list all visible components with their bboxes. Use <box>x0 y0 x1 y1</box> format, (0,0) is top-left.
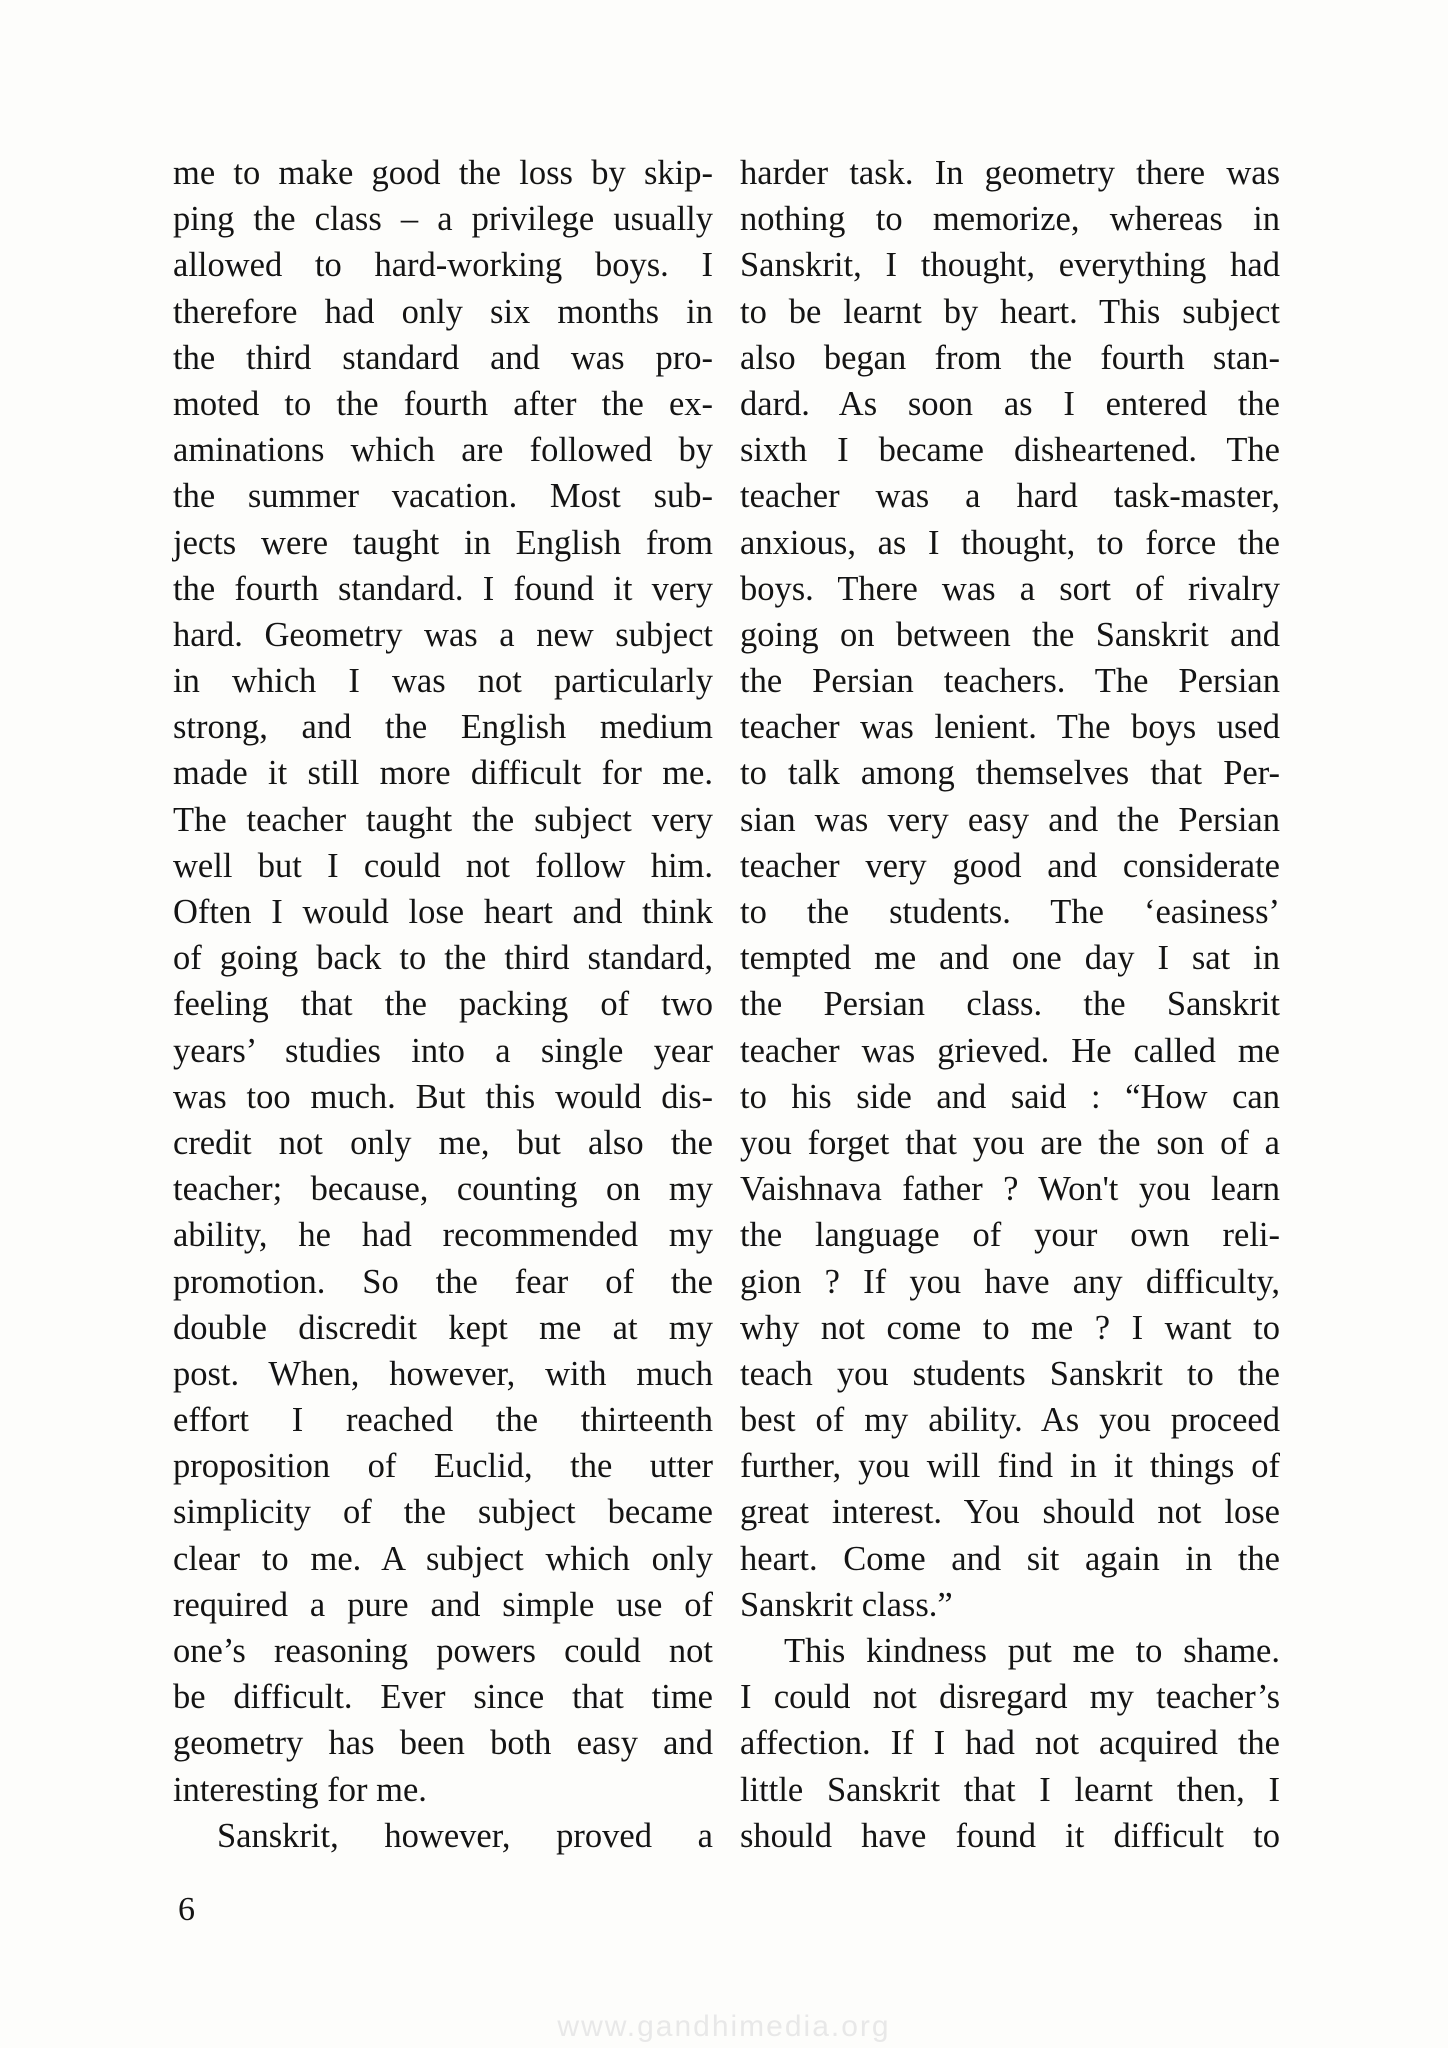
left-text-line: the fourth standard. I found it very <box>173 569 713 608</box>
right-text-line: going on between the Sanskrit and <box>740 615 1280 654</box>
right-text-line: teacher was grieved. He called me <box>740 1031 1280 1070</box>
right-text-line: why not come to me ? I want to <box>740 1308 1280 1347</box>
right-text-line: should have found it difficult to <box>740 1816 1280 1855</box>
right-text-line: heart. Come and sit again in the <box>740 1539 1280 1578</box>
left-text-line: ability, he had recommended my <box>173 1216 713 1255</box>
right-text-line: teacher was a hard task-master, <box>740 477 1280 516</box>
right-text-line: boys. There was a sort of rivalry <box>740 569 1280 608</box>
left-text-line: jects were taught in English from <box>173 523 713 562</box>
right-text-line: further, you will find in it things of <box>740 1447 1280 1486</box>
right-text-line: great interest. You should not lose <box>740 1493 1280 1532</box>
left-text-line: me to make good the loss by skip- <box>173 154 713 192</box>
left-text-line: the summer vacation. Most sub- <box>173 477 713 516</box>
right-text-line: sian was very easy and the Persian <box>740 800 1280 839</box>
right-text-line: to his side and said : “How can <box>740 1077 1280 1116</box>
right-text-line: teacher very good and considerate <box>740 846 1280 885</box>
left-text-line: Sanskrit, however, proved a <box>217 1816 713 1855</box>
left-text-line: moted to the fourth after the ex- <box>173 384 713 423</box>
left-text-line: the third standard and was pro- <box>173 338 713 377</box>
left-text-line: aminations which are followed by <box>173 431 713 470</box>
right-text-line: gion ? If you have any difficulty, <box>740 1262 1280 1301</box>
left-text-line: teacher; because, counting on my <box>173 1170 713 1209</box>
left-text-line: strong, and the English medium <box>173 708 713 747</box>
right-text-line: nothing to memorize, whereas in <box>740 200 1280 239</box>
left-text-line: was too much. But this would dis- <box>173 1077 713 1116</box>
left-text-line: double discredit kept me at my <box>173 1308 713 1347</box>
right-text-line: the language of your own reli- <box>740 1216 1280 1255</box>
left-text-line: clear to me. A subject which only <box>173 1539 713 1578</box>
right-text-line: to talk among themselves that Per- <box>740 754 1280 793</box>
left-text-line: required a pure and simple use of <box>173 1585 713 1624</box>
right-text-line: Sanskrit, I thought, everything had <box>740 246 1280 285</box>
right-text-line: best of my ability. As you proceed <box>740 1401 1280 1440</box>
right-text-line: affection. If I had not acquired the <box>740 1724 1280 1763</box>
left-text-line: one’s reasoning powers could not <box>173 1632 713 1670</box>
left-text-line: feeling that the packing of two <box>173 985 713 1024</box>
right-text-line: sixth I became disheartened. The <box>740 431 1280 470</box>
right-text-line: This kindness put me to shame. <box>784 1632 1280 1670</box>
left-text-line: made it still more difficult for me. <box>173 754 713 793</box>
left-text-line: well but I could not follow him. <box>173 846 713 885</box>
right-text-line: tempted me and one day I sat in <box>740 939 1280 978</box>
watermark-text: www.gandhimedia.org <box>557 2010 891 2043</box>
right-text-line: anxious, as I thought, to force the <box>740 523 1280 562</box>
right-text-line: to be learnt by heart. This subject <box>740 292 1280 331</box>
left-text-line: years’ studies into a single year <box>173 1031 713 1070</box>
right-text-line: also began from the fourth stan- <box>740 338 1280 377</box>
right-text-line: you forget that you are the son of a <box>740 1123 1280 1162</box>
left-text-line: be difficult. Ever since that time <box>173 1678 713 1717</box>
page-number: 6 <box>178 1891 195 1928</box>
left-text-line: credit not only me, but also the <box>173 1123 713 1162</box>
right-text-column <box>740 150 1280 1859</box>
right-text-line: Sanskrit class.” <box>740 1585 953 1624</box>
left-text-line: interesting for me. <box>173 1770 427 1809</box>
left-text-line: allowed to hard-working boys. I <box>173 246 713 285</box>
left-text-line: simplicity of the subject became <box>173 1493 713 1532</box>
right-text-line: dard. As soon as I entered the <box>740 384 1280 423</box>
left-text-line: Often I would lose heart and think <box>173 893 713 931</box>
left-text-column <box>173 150 713 1859</box>
right-text-line: teach you students Sanskrit to the <box>740 1354 1280 1393</box>
right-text-line: I could not disregard my teacher’s <box>740 1678 1280 1717</box>
left-text-line: therefore had only six months in <box>173 292 713 331</box>
right-text-line: harder task. In geometry there was <box>740 154 1280 192</box>
left-text-line: hard. Geometry was a new subject <box>173 615 713 654</box>
left-text-line: promotion. So the fear of the <box>173 1262 713 1301</box>
left-text-line: effort I reached the thirteenth <box>173 1401 713 1440</box>
right-text-line: the Persian class. the Sanskrit <box>740 985 1280 1024</box>
right-text-line: Vaishnava father ? Won't you learn <box>740 1170 1280 1209</box>
left-text-line: in which I was not particularly <box>173 662 713 701</box>
left-text-line: The teacher taught the subject very <box>173 800 713 839</box>
right-text-line: teacher was lenient. The boys used <box>740 708 1280 747</box>
right-text-line: little Sanskrit that I learnt then, I <box>740 1770 1280 1809</box>
left-text-line: of going back to the third standard, <box>173 939 713 978</box>
left-text-line: proposition of Euclid, the utter <box>173 1447 713 1486</box>
left-text-line: post. When, however, with much <box>173 1354 713 1393</box>
right-text-line: to the students. The ‘easiness’ <box>740 893 1280 931</box>
right-text-line: the Persian teachers. The Persian <box>740 662 1280 701</box>
left-text-line: geometry has been both easy and <box>173 1724 713 1763</box>
left-text-line: ping the class – a privilege usually <box>173 200 713 239</box>
